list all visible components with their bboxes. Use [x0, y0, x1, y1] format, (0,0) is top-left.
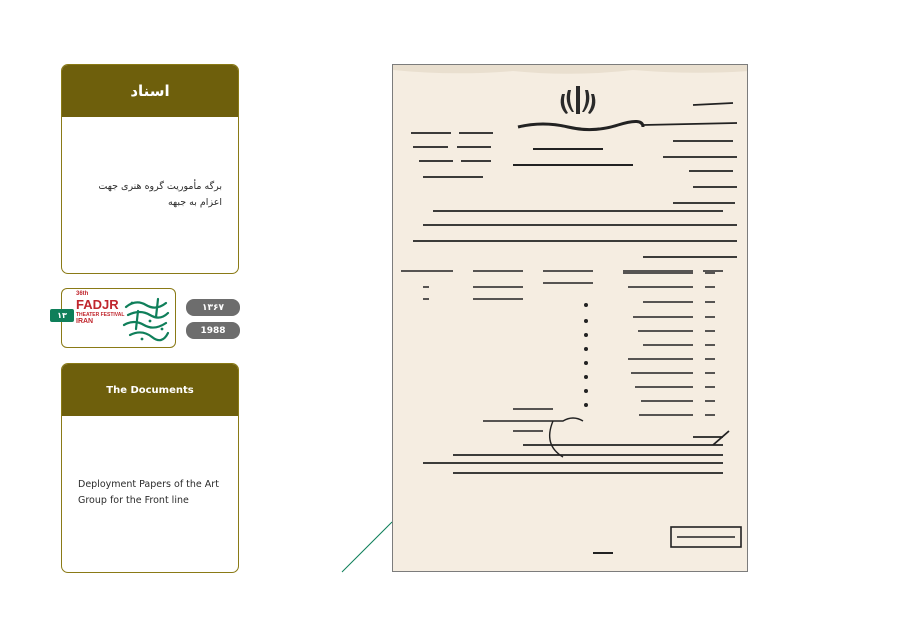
- festival-edition-number: 36th: [76, 291, 89, 297]
- edition-badge: ۱۳: [50, 309, 74, 322]
- english-card-description: Deployment Papers of the Art Group for the Front line: [78, 479, 219, 506]
- emblem-icon: [561, 86, 596, 114]
- festival-subtitle: THEATER FESTIVAL: [76, 312, 125, 318]
- persian-year-badge: ۱۳۶۷: [186, 299, 240, 316]
- festival-country: IRAN: [76, 318, 94, 325]
- fadjr-festival-logo: [57, 288, 176, 348]
- english-card-title: The Documents: [62, 364, 238, 416]
- english-caption-card: [61, 363, 239, 573]
- historical-document-scan: [392, 64, 748, 572]
- festival-wordmark: [76, 291, 124, 326]
- persian-card-description: برگه مأموریت گروه هنری جهت اعزام به جبهه: [98, 181, 222, 208]
- document-handwriting-image: [393, 65, 748, 572]
- festival-name: FADJR: [76, 297, 119, 312]
- festival-calligraphy-logo: [120, 295, 172, 345]
- persian-caption-card: [61, 64, 239, 274]
- gregorian-year-badge: 1988: [186, 322, 240, 339]
- connector-line: [340, 520, 395, 575]
- persian-card-title: اسناد: [62, 65, 238, 117]
